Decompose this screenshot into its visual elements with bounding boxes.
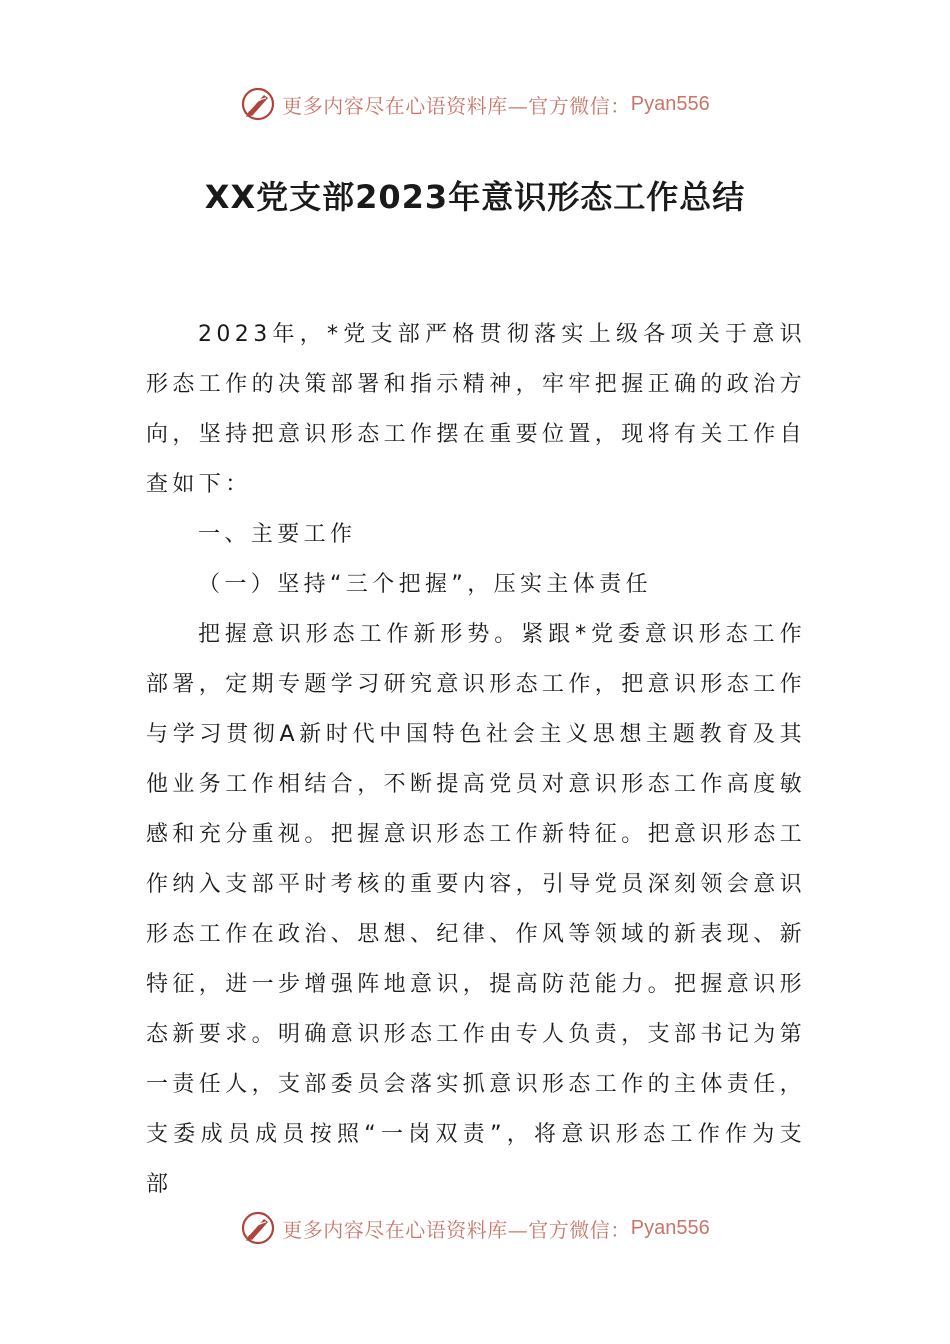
watermark-wechat-id: Pyan556 bbox=[630, 1216, 710, 1239]
document-body bbox=[146, 310, 806, 1210]
watermark-text: 更多内容尽在心语资料库—官方微信： bbox=[282, 93, 631, 118]
subsection-heading: （一）坚持“三个把握”，压实主体责任 bbox=[198, 572, 652, 597]
section-heading: 一、主要工作 bbox=[198, 522, 357, 547]
watermark-footer bbox=[0, 1208, 950, 1248]
watermark-header bbox=[0, 84, 950, 124]
watermark-text: 更多内容尽在心语资料库—官方微信： bbox=[282, 1217, 631, 1242]
document-title: XX党支部2023年意识形态工作总结 bbox=[204, 178, 746, 216]
pen-logo-icon bbox=[240, 86, 276, 122]
body-paragraph: 把握意识形态工作新形势。紧跟*党委意识形态工作部署，定期专题学习研究意识形态工作，把意识形态工作与学习贯彻A新时代中国特色社会主义思想主题教育及其他业务工作相结合，不断提高党员对意识形态工作高度敏感和充分重视。把握意识形态工作新特征。把意识形态工作纳入支部平时考核的重要内容，引导党员深刻领会意识形态工作在政治、思想、纪律、作风等领域的新表现、新特征，进一步增强阵地意识，提高防范能力。把握意识形态新要求。明确意识形态工作由专人负责，支部书记为第一责任人，支部委员会落实抓意识形态工作的主体责任，支委成员成员按照“一岗双责”，将意识形态工作作为支部 bbox=[146, 622, 807, 1197]
pen-logo-icon bbox=[240, 1210, 276, 1246]
intro-paragraph: 2023年，*党支部严格贯彻落实上级各项关于意识形态工作的决策部署和指示精神，牢牢把握正确的政治方向，坚持把意识形态工作摆在重要位置，现将有关工作自查如下： bbox=[146, 322, 807, 497]
watermark-wechat-id: Pyan556 bbox=[630, 92, 710, 115]
